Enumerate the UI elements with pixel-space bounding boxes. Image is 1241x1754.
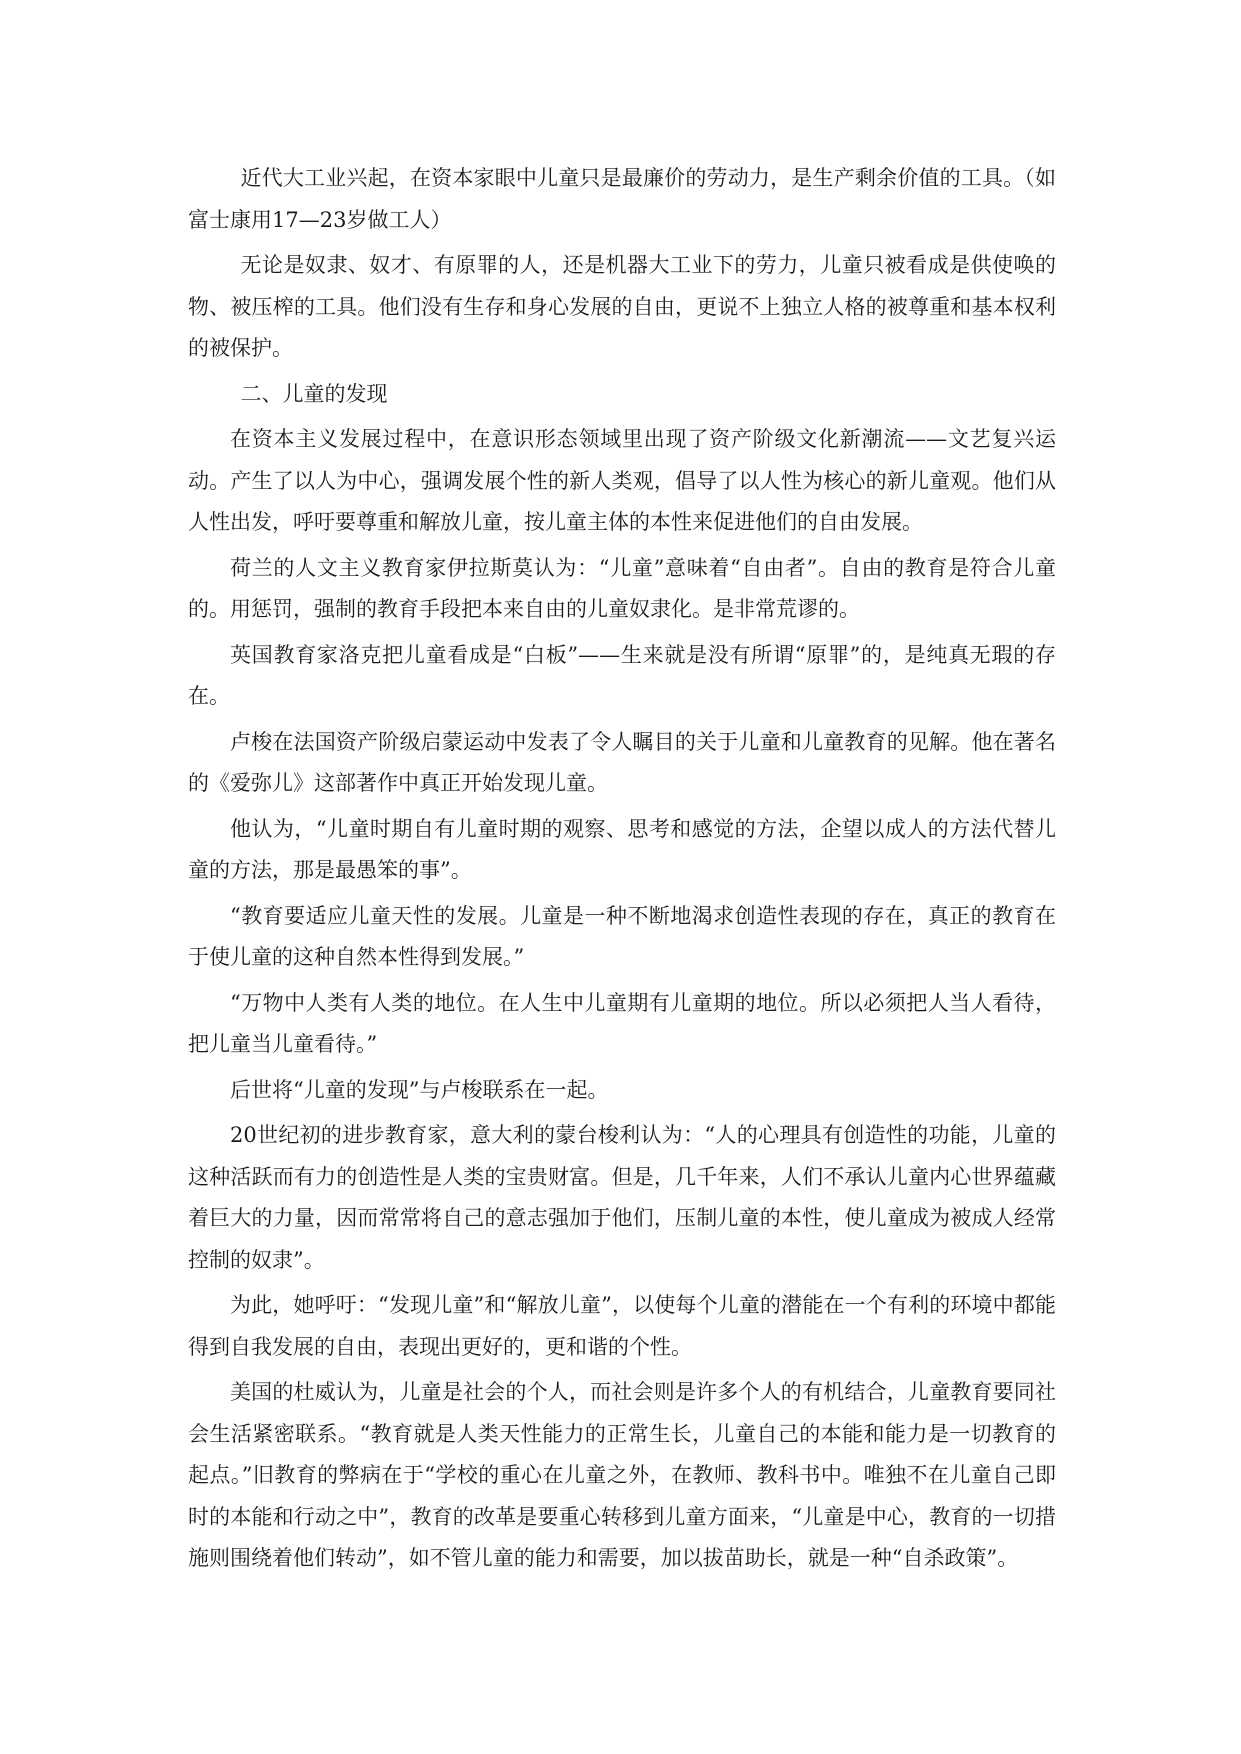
document-body: [188, 158, 1056, 1584]
paragraph: 后世将“儿童的发现”与卢梭联系在一起。: [230, 1077, 609, 1102]
section-heading: 二、儿童的发现: [240, 381, 388, 406]
paragraph: 荷兰的人文主义教育家伊拉斯莫认为：“儿童”意味着“自由者”。自由的教育是符合儿童的。用惩罚，强制的教育手段把本来自由的儿童奴隶化。是非常荒谬的。: [188, 555, 1056, 621]
paragraph: 他认为，“儿童时期自有儿童时期的观察、思考和感觉的方法，企望以成人的方法代替儿童的方法，那是最愚笨的事”。: [188, 816, 1056, 882]
paragraph: 近代大工业兴起，在资本家眼中儿童只是最廉价的劳动力，是生产剩余价值的工具。（如富士康用17—23岁做工人）: [188, 166, 1056, 232]
quote-paragraph: “教育要适应儿童天性的发展。儿童是一种不断地渴求创造性表现的存在，真正的教育在于使儿童的这种自然本性得到发展。”: [188, 903, 1056, 969]
paragraph: 卢梭在法国资产阶级启蒙运动中发表了令人瞩目的关于儿童和儿童教育的见解。他在著名的《爱弥儿》这部著作中真正开始发现儿童。: [188, 729, 1056, 795]
paragraph: 无论是奴隶、奴才、有原罪的人，还是机器大工业下的劳力，儿童只被看成是供使唤的物、被压榨的工具。他们没有生存和身心发展的自由，更说不上独立人格的被尊重和基本权利的被保护。: [188, 253, 1056, 360]
quote-paragraph: “万物中人类有人类的地位。在人生中儿童期有儿童期的地位。所以必须把人当人看待，把儿童当儿童看待。”: [188, 990, 1056, 1056]
paragraph: 英国教育家洛克把儿童看成是“白板”——生来就是没有所谓“原罪”的，是纯真无瑕的存在。: [188, 642, 1056, 708]
paragraph: 在资本主义发展过程中，在意识形态领域里出现了资产阶级文化新潮流——文艺复兴运动。产生了以人为中心，强调发展个性的新人类观，倡导了以人性为核心的新儿童观。他们从人性出发，呼吁要尊重和解放儿童，按儿童主体的本性来促进他们的自由发展。: [188, 427, 1056, 534]
paragraph: 美国的杜威认为，儿童是社会的个人，而社会则是许多个人的有机结合，儿童教育要同社会生活紧密联系。“教育就是人类天性能力的正常生长，儿童自己的本能和能力是一切教育的起点。”旧教育的弊病在于“学校的重心在儿童之外，在教师、教科书中。唯独不在儿童自己即时的本能和行动之中”，教育的改革是要重心转移到儿童方面来，“儿童是中心，教育的一切措施则围绕着他们转动”，如不管儿童的能力和需要，加以拔苗助长，就是一种“自杀政策”。: [188, 1380, 1056, 1570]
paragraph: 20世纪初的进步教育家，意大利的蒙台梭利认为：“人的心理具有创造性的功能，儿童的这种活跃而有力的创造性是人类的宝贵财富。但是，几千年来，人们不承认儿童内心世界蕴藏着巨大的力量，因而常常将自己的意志强加于他们，压制儿童的本性，使儿童成为被成人经常控制的奴隶”。: [188, 1123, 1056, 1272]
paragraph: 为此，她呼吁：“发现儿童”和“解放儿童”，以使每个儿童的潜能在一个有利的环境中都能得到自我发展的自由，表现出更好的，更和谐的个性。: [188, 1293, 1056, 1359]
